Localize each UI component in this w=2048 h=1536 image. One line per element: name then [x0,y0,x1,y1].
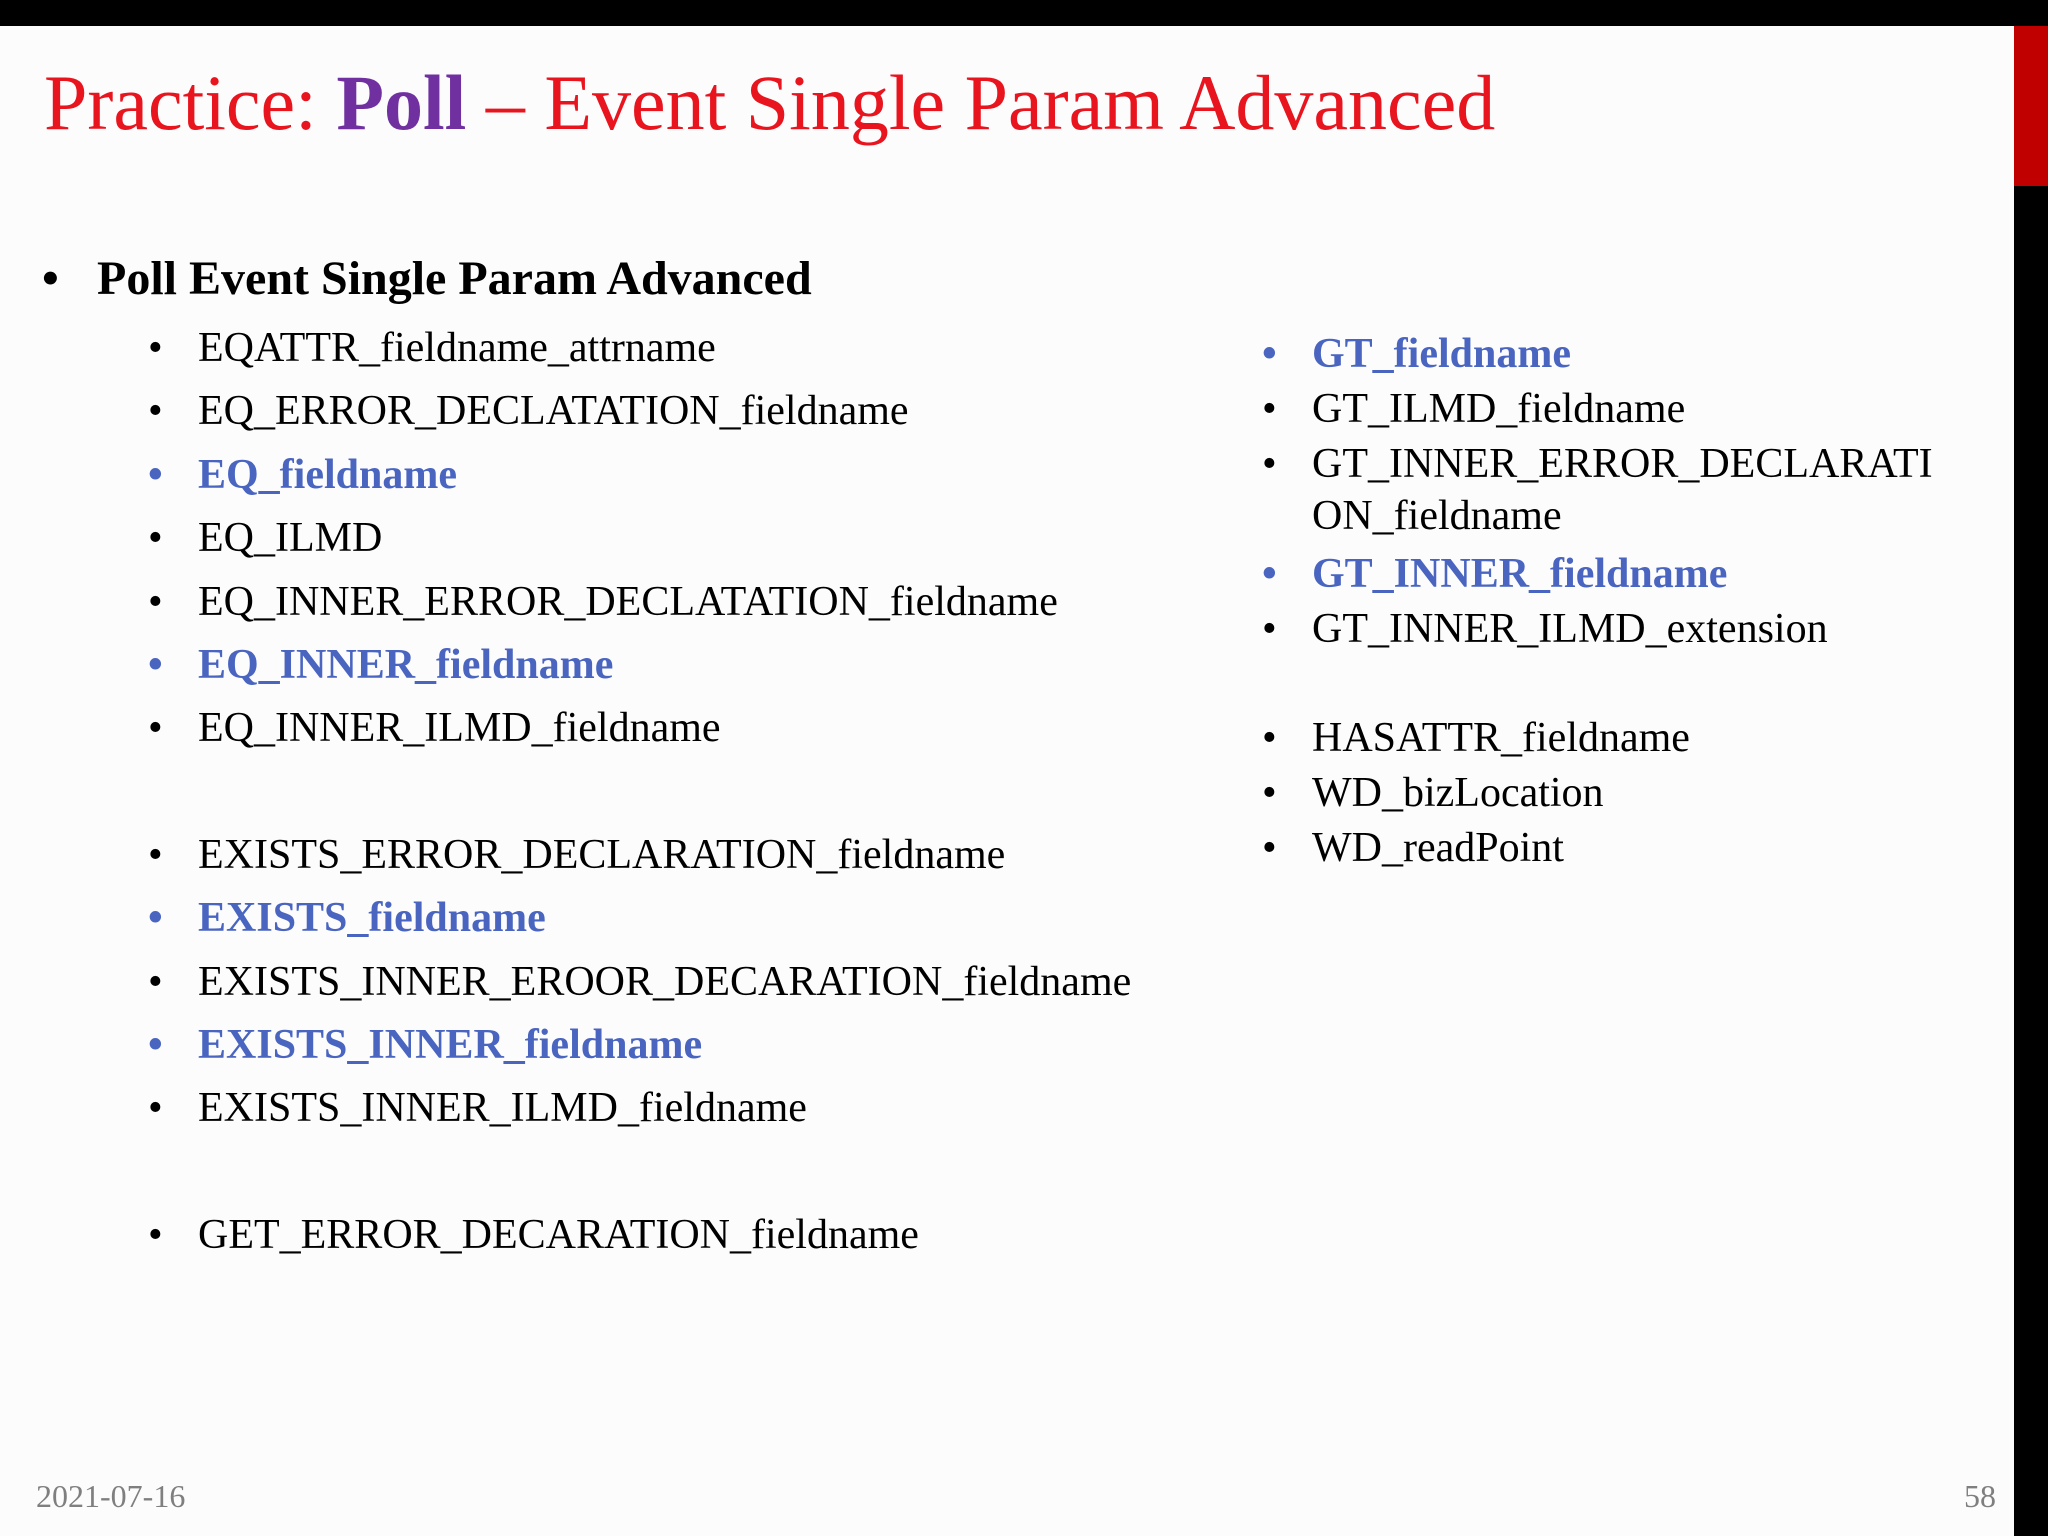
bullet-icon: • [148,388,163,435]
list-item [148,702,1131,765]
list-item [1262,438,2012,548]
bullet-icon: • [1262,331,1277,377]
bullet-icon: • [1262,441,1277,487]
slide [0,26,2014,1536]
list-item-text: EXISTS_INNER_ILMD_fieldname [198,1085,807,1132]
page-number: 58 [1964,1478,1996,1514]
list-item [1262,767,2012,822]
footer-date: 2021-07-16 [36,1478,186,1514]
list-item [148,1082,1131,1145]
slide-edge-strip [2014,26,2048,1536]
bullet-icon: • [1262,606,1277,652]
list-item-highlighted [148,639,1131,702]
list-item [148,385,1131,448]
bullet-icon: • [148,325,163,371]
bullet-icon: • [1262,715,1277,761]
list-item [148,829,1131,892]
list-item-text: EQ_ILMD [198,515,383,562]
bullet-icon: • [148,451,163,498]
list-item [148,956,1131,1019]
list-item-text: EQ_INNER_fieldname [198,641,614,688]
list-item-text: GT_ILMD_fieldname [1312,386,1686,432]
left-param-list [148,322,1131,1272]
bullet-icon: • [148,895,163,942]
bullet-icon: • [42,252,59,305]
bullet-icon: • [1262,770,1277,816]
list-item-text: EXISTS_INNER_fieldname [198,1021,703,1068]
list-item [148,512,1131,575]
bullet-icon: • [1262,386,1277,432]
bullet-icon: • [148,1021,163,1068]
list-item-text: GT_fieldname [1312,331,1571,377]
list-item [148,322,1131,385]
bullet-icon: • [148,641,163,688]
list-item-text: EXISTS_fieldname [198,895,546,942]
list-item-text: HASATTR_fieldname [1312,715,1690,761]
accent-bar [2014,26,2048,186]
bullet-icon: • [148,578,163,625]
bullet-icon: • [1262,825,1277,871]
bullet-icon: • [1262,551,1277,597]
list-item-highlighted [148,449,1131,512]
list-item-text: EQATTR_fieldname_attrname [198,325,716,371]
list-item [1262,822,2012,877]
list-item-text: GT_INNER_ILMD_extension [1312,606,1828,652]
main-bullet-text: Poll Event Single Param Advanced [97,252,812,305]
main-bullet [42,251,812,306]
bullet-icon: • [148,1211,163,1258]
list-item-highlighted [148,1019,1131,1082]
bullet-icon: • [148,515,163,562]
list-item-highlighted [1262,548,2012,603]
list-item-text: GT_INNER_ERROR_DECLARATI ON_fieldname [1312,441,1933,539]
title-prefix: Practice: [44,59,337,146]
list-item [1262,383,2012,438]
title-suffix: – Event Single Param Advanced [466,59,1496,146]
bullet-icon: • [148,958,163,1005]
list-item [1262,603,2012,658]
title-highlight: Poll [336,59,467,146]
right-param-list [1262,328,2012,877]
list-item-text: GT_INNER_fieldname [1312,551,1728,597]
slide-title [44,56,1495,150]
list-item-text: WD_readPoint [1312,825,1564,871]
bullet-icon: • [148,705,163,752]
list-item [148,576,1131,639]
list-item-text: EQ_INNER_ERROR_DECLATATION_fieldname [198,578,1058,625]
list-item-text: EQ_fieldname [198,451,457,498]
list-item-text: EQ_ERROR_DECLATATION_fieldname [198,388,909,435]
list-item-highlighted [1262,328,2012,383]
bullet-icon: • [148,1085,163,1132]
list-item-highlighted [148,892,1131,955]
list-item-text: WD_bizLocation [1312,770,1604,816]
list-item-text: EQ_INNER_ILMD_fieldname [198,705,721,752]
list-item [1262,712,2012,767]
list-item-text: EXISTS_ERROR_DECLARATION_fieldname [198,831,1006,878]
bullet-icon: • [148,831,163,878]
list-item-text: EXISTS_INNER_EROOR_DECARATION_fieldname [198,958,1132,1005]
list-item [148,1209,1131,1272]
list-item-text: GET_ERROR_DECARATION_fieldname [198,1211,919,1258]
